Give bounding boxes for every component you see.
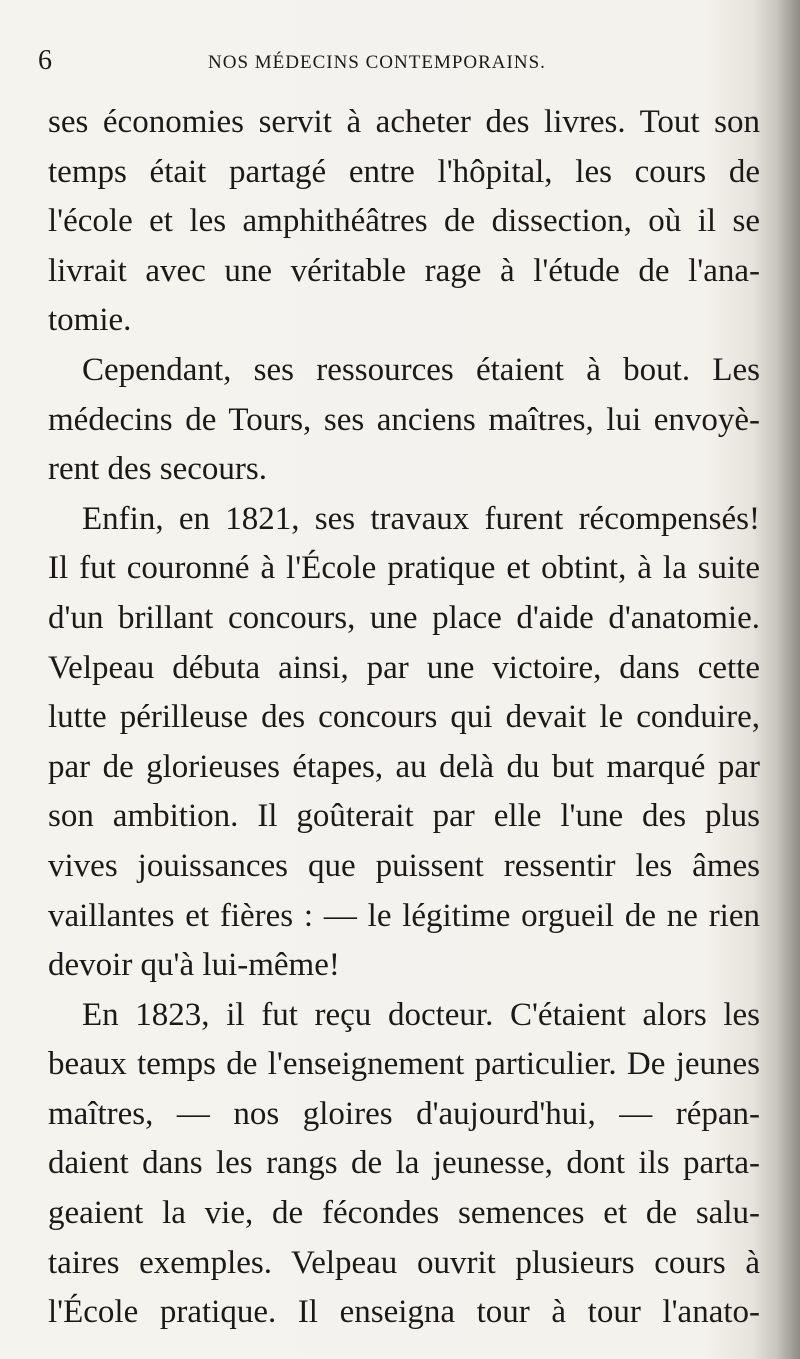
text-line: En 1823, il fut reçu docteur. C'étaient alors les xyxy=(82,996,760,1033)
text-line: geaient la vie, de fécondes semences et de salu- xyxy=(48,1195,760,1232)
text-line: l'École pratique. Il enseigna tour à tour l'anato- xyxy=(48,1294,760,1331)
text-line: Enfin, en 1821, ses travaux furent récompensés! xyxy=(82,500,760,537)
text-line: daient dans les rangs de la jeunesse, dont ils parta- xyxy=(48,1145,760,1182)
text-line: lutte périlleuse des concours qui devait le conduire, xyxy=(48,699,760,736)
text-line: d'un brillant concours, une place d'aide d'anatomie. xyxy=(48,599,760,636)
text-line: taires exemples. Velpeau ouvrit plusieurs cours à xyxy=(48,1244,760,1281)
text-line: par de glorieuses étapes, au delà du but marqué par xyxy=(48,748,760,785)
text-line: l'école et les amphithéâtres de dissection, où il se xyxy=(48,203,760,240)
text-line: rent des secours. xyxy=(48,451,268,488)
text-line: Cependant, ses ressources étaient à bout. Les xyxy=(82,351,760,388)
text-line: vives jouissances que puissent ressentir les âmes xyxy=(48,847,760,884)
text-line: vaillantes et fières : — le légitime orgueil de ne rien xyxy=(48,897,760,934)
page-number: 6 xyxy=(38,45,52,76)
text-line: devoir qu'à lui-même! xyxy=(48,947,340,984)
body-text xyxy=(48,98,760,1338)
text-line: temps était partagé entre l'hôpital, les cours de xyxy=(48,153,760,190)
text-line: Velpeau débuta ainsi, par une victoire, dans cette xyxy=(48,649,760,686)
running-title: NOS MÉDECINS CONTEMPORAINS. xyxy=(208,52,546,73)
text-line: Il fut couronné à l'École pratique et obtint, à la suite xyxy=(48,550,760,587)
text-line: médecins de Tours, ses anciens maîtres, lui envoyè- xyxy=(48,401,760,438)
page-header xyxy=(38,44,760,78)
text-line: ses économies servit à acheter des livres. Tout son xyxy=(48,104,760,140)
text-line: beaux temps de l'enseignement particulier. De jeunes xyxy=(48,1046,760,1083)
text-line: tomie. xyxy=(48,302,132,339)
text-line: son ambition. Il goûterait par elle l'une des plus xyxy=(48,798,760,835)
text-line: maîtres, — nos gloires d'aujourd'hui, — répan- xyxy=(48,1095,760,1132)
text-line: livrait avec une véritable rage à l'étude de l'ana- xyxy=(48,252,760,289)
